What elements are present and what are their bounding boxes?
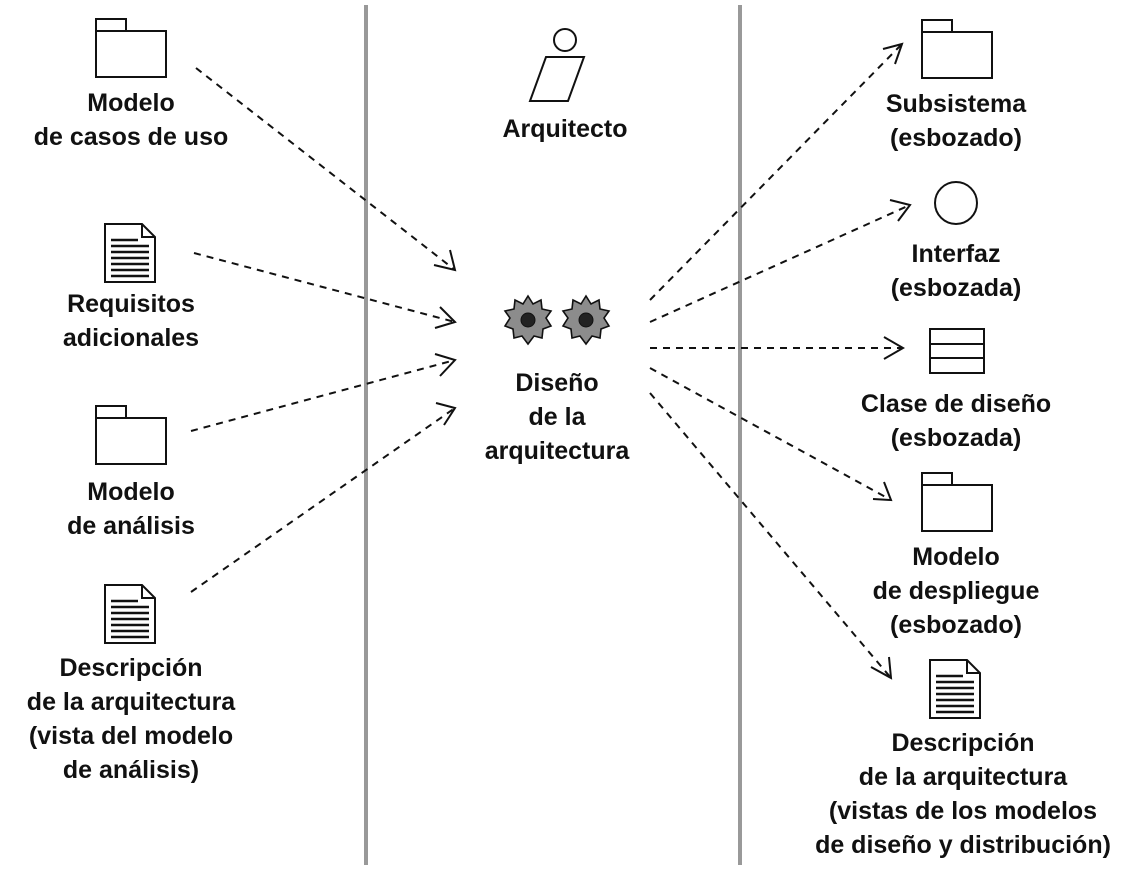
input-label-architecture-description: Descripción de la arquitectura (vista del modelo de análisis) bbox=[26, 654, 236, 784]
gears-icon bbox=[505, 296, 609, 344]
circle-interface-icon bbox=[935, 182, 977, 224]
output-label-deployment-model: Modelo de despliegue (esbozado) bbox=[872, 543, 1040, 639]
folder-icon bbox=[922, 20, 992, 78]
input-label-additional-requirements: Requisitos adicionales bbox=[62, 290, 200, 352]
arrowhead-in-4 bbox=[436, 403, 455, 425]
output-label-interface: Interfaz (esbozada) bbox=[890, 240, 1022, 302]
input-label-analysis-model: Modelo de análisis bbox=[67, 478, 195, 540]
arrowhead-in-3 bbox=[435, 354, 455, 376]
output-label-architecture-description: Descripción de la arquitectura (vistas de los modelos de diseño y distribución) bbox=[815, 729, 1111, 859]
folder-icon bbox=[96, 19, 166, 77]
output-label-subsystem: Subsistema (esbozado) bbox=[885, 90, 1027, 152]
document-icon bbox=[930, 660, 980, 718]
output-label-design-class: Clase de diseño (esbozada) bbox=[860, 390, 1052, 452]
folder-icon bbox=[96, 406, 166, 464]
flow-arrow-input-3 bbox=[191, 360, 455, 431]
document-icon bbox=[105, 224, 155, 282]
class-icon bbox=[930, 329, 984, 373]
document-icon bbox=[105, 585, 155, 643]
actor-icon bbox=[530, 29, 584, 101]
input-label-use-case-model: Modelo de casos de uso bbox=[33, 89, 229, 151]
worker-label bbox=[465, 112, 665, 146]
worker-name: Arquitecto bbox=[502, 115, 628, 143]
arrowhead-out-4 bbox=[873, 482, 891, 500]
folder-icon bbox=[922, 473, 992, 531]
arrowhead-in-1 bbox=[434, 250, 455, 270]
activity-label: Diseño de la arquitectura bbox=[484, 369, 630, 465]
